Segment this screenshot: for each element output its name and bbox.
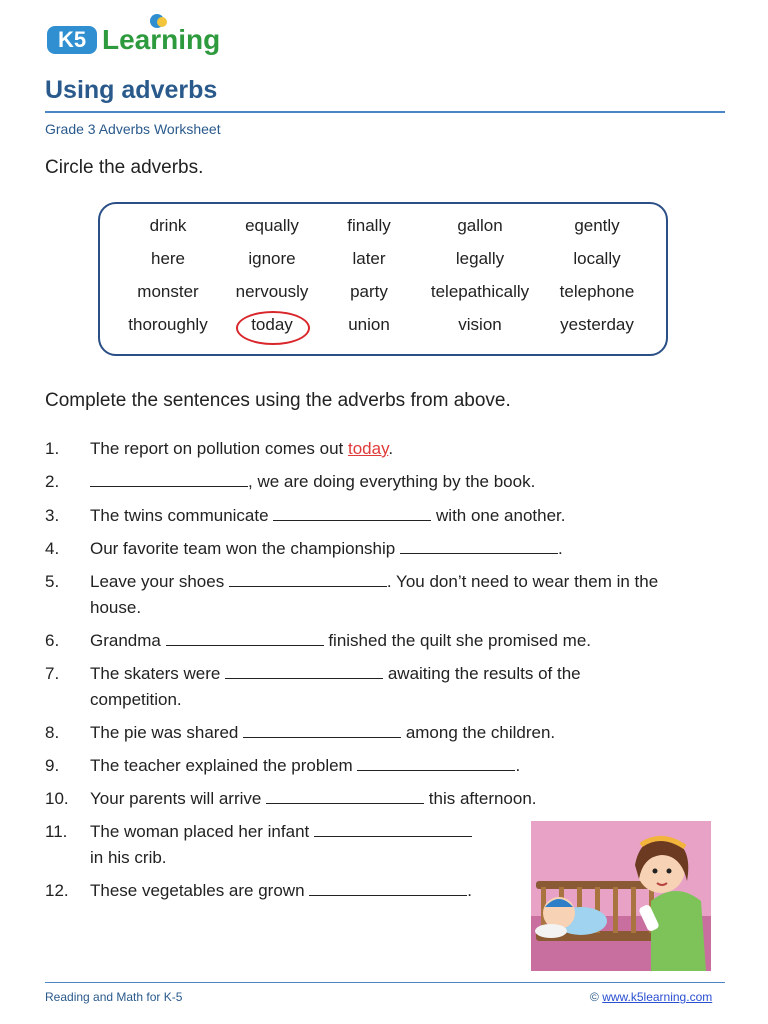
answer-blank[interactable] <box>225 662 383 679</box>
sentence-number: 9. <box>45 756 60 775</box>
answer-blank[interactable] <box>229 570 387 587</box>
instruction-complete: Complete the sentences using the adverbs from above. <box>45 390 511 411</box>
sentence-number: 11. <box>45 822 68 841</box>
answer-blank[interactable] <box>314 820 472 837</box>
sentence-after: this afternoon. <box>424 789 537 808</box>
answer-blank[interactable] <box>243 721 401 738</box>
answer-blank[interactable] <box>90 470 248 487</box>
sentence-after: , we are doing everything by the book. <box>248 472 536 491</box>
word-option[interactable]: telepathically <box>430 282 530 301</box>
word-option[interactable]: gently <box>574 216 620 235</box>
sentence-before: Our favorite team won the championship <box>90 539 400 558</box>
word-option[interactable]: drink <box>149 216 187 235</box>
sentence-before: These vegetables are grown <box>90 881 310 900</box>
word-option[interactable]: legally <box>455 249 505 268</box>
sentence-text <box>90 720 555 746</box>
sentence-before: The pie was shared <box>90 723 244 742</box>
sentence-number: 6. <box>45 631 60 650</box>
sentence-before: Your parents will arrive <box>90 789 267 808</box>
sentence-after: awaiting the results of the <box>383 664 581 683</box>
sentence-after: . <box>515 756 521 775</box>
answer-blank[interactable] <box>309 879 467 896</box>
filled-answer: today <box>347 439 389 458</box>
sentence-before: The woman placed her infant <box>90 822 314 841</box>
word-option[interactable]: gallon <box>457 216 503 235</box>
page-subtitle: Grade 3 Adverbs Worksheet <box>45 121 221 137</box>
copyright-symbol: © <box>590 990 599 1004</box>
sentence-number: 12. <box>45 881 69 900</box>
page-title: Using adverbs <box>45 76 218 104</box>
sentence-before: The skaters were <box>90 664 226 683</box>
footer-divider <box>45 982 725 983</box>
sentence-number: 8. <box>45 723 60 742</box>
word-option[interactable]: monster <box>137 282 199 301</box>
sentence-text <box>90 786 537 812</box>
sentence-text <box>90 819 472 871</box>
word-option[interactable]: nervously <box>235 282 309 301</box>
sentence-continuation: in his crib. <box>90 848 167 867</box>
website-link[interactable]: www.k5learning.com <box>602 990 713 1004</box>
sentence-text <box>90 878 472 904</box>
header-divider <box>45 111 725 113</box>
answer-blank[interactable] <box>166 629 324 646</box>
sentence-after: . <box>388 439 394 458</box>
sentence-text <box>90 753 520 779</box>
word-option[interactable]: equally <box>245 216 299 235</box>
sentence-number: 10. <box>45 789 69 808</box>
sentence-text <box>90 436 393 462</box>
word-option[interactable]: yesterday <box>560 315 634 334</box>
sentence-continuation: competition. <box>90 690 182 709</box>
answer-blank[interactable] <box>273 504 431 521</box>
sentence-before: Grandma <box>90 631 166 650</box>
sentence-text <box>90 536 563 562</box>
sentence-text <box>90 569 658 621</box>
sentence-before: Leave your shoes <box>90 572 229 591</box>
word-option[interactable]: telephone <box>559 282 635 301</box>
sentence-number: 4. <box>45 539 60 558</box>
sentence-number: 7. <box>45 664 60 683</box>
sentence-after: with one another. <box>431 506 566 525</box>
answer-blank[interactable] <box>266 787 424 804</box>
word-option[interactable]: vision <box>458 315 502 334</box>
sentence-continuation: house. <box>90 598 142 617</box>
sentence-number: 1. <box>45 439 60 458</box>
sentence-after: . <box>557 539 563 558</box>
sentence-text <box>90 661 581 713</box>
word-option[interactable]: here <box>150 249 186 268</box>
footer-tagline: Reading and Math for K-5 <box>45 990 183 1004</box>
word-option[interactable]: party <box>350 282 388 301</box>
word-option[interactable]: thoroughly <box>128 315 208 334</box>
sentence-number: 3. <box>45 506 60 525</box>
sentence-text <box>90 503 566 529</box>
answer-blank[interactable] <box>357 754 515 771</box>
word-option[interactable]: ignore <box>248 249 296 268</box>
word-option[interactable]: union <box>348 315 390 334</box>
sentence-number: 5. <box>45 572 60 591</box>
mother-baby-crib-illustration <box>531 821 711 971</box>
answer-blank[interactable] <box>400 537 558 554</box>
sentence-text <box>90 628 591 654</box>
sentence-after: . <box>467 881 472 900</box>
sentence-after: . You don’t need to wear them in the <box>386 572 659 591</box>
k5-learning-logo: K5 Learning <box>47 14 217 60</box>
sentence-after: finished the quilt she promised me. <box>323 631 592 650</box>
sentence-before: The teacher explained the problem <box>90 756 358 775</box>
sentence-number: 2. <box>45 472 60 491</box>
word-option[interactable]: finally <box>347 216 391 235</box>
sentence-before: The report on pollution comes out <box>90 439 348 458</box>
footer-link-group <box>590 990 712 1004</box>
sentence-after: among the children. <box>401 723 556 742</box>
sentence-before: The twins communicate <box>90 506 274 525</box>
word-option[interactable]: later <box>352 249 386 268</box>
word-option[interactable]: today <box>251 315 293 334</box>
sentence-text <box>90 469 535 495</box>
instruction-circle: Circle the adverbs. <box>45 157 204 178</box>
word-option[interactable]: locally <box>573 249 621 268</box>
